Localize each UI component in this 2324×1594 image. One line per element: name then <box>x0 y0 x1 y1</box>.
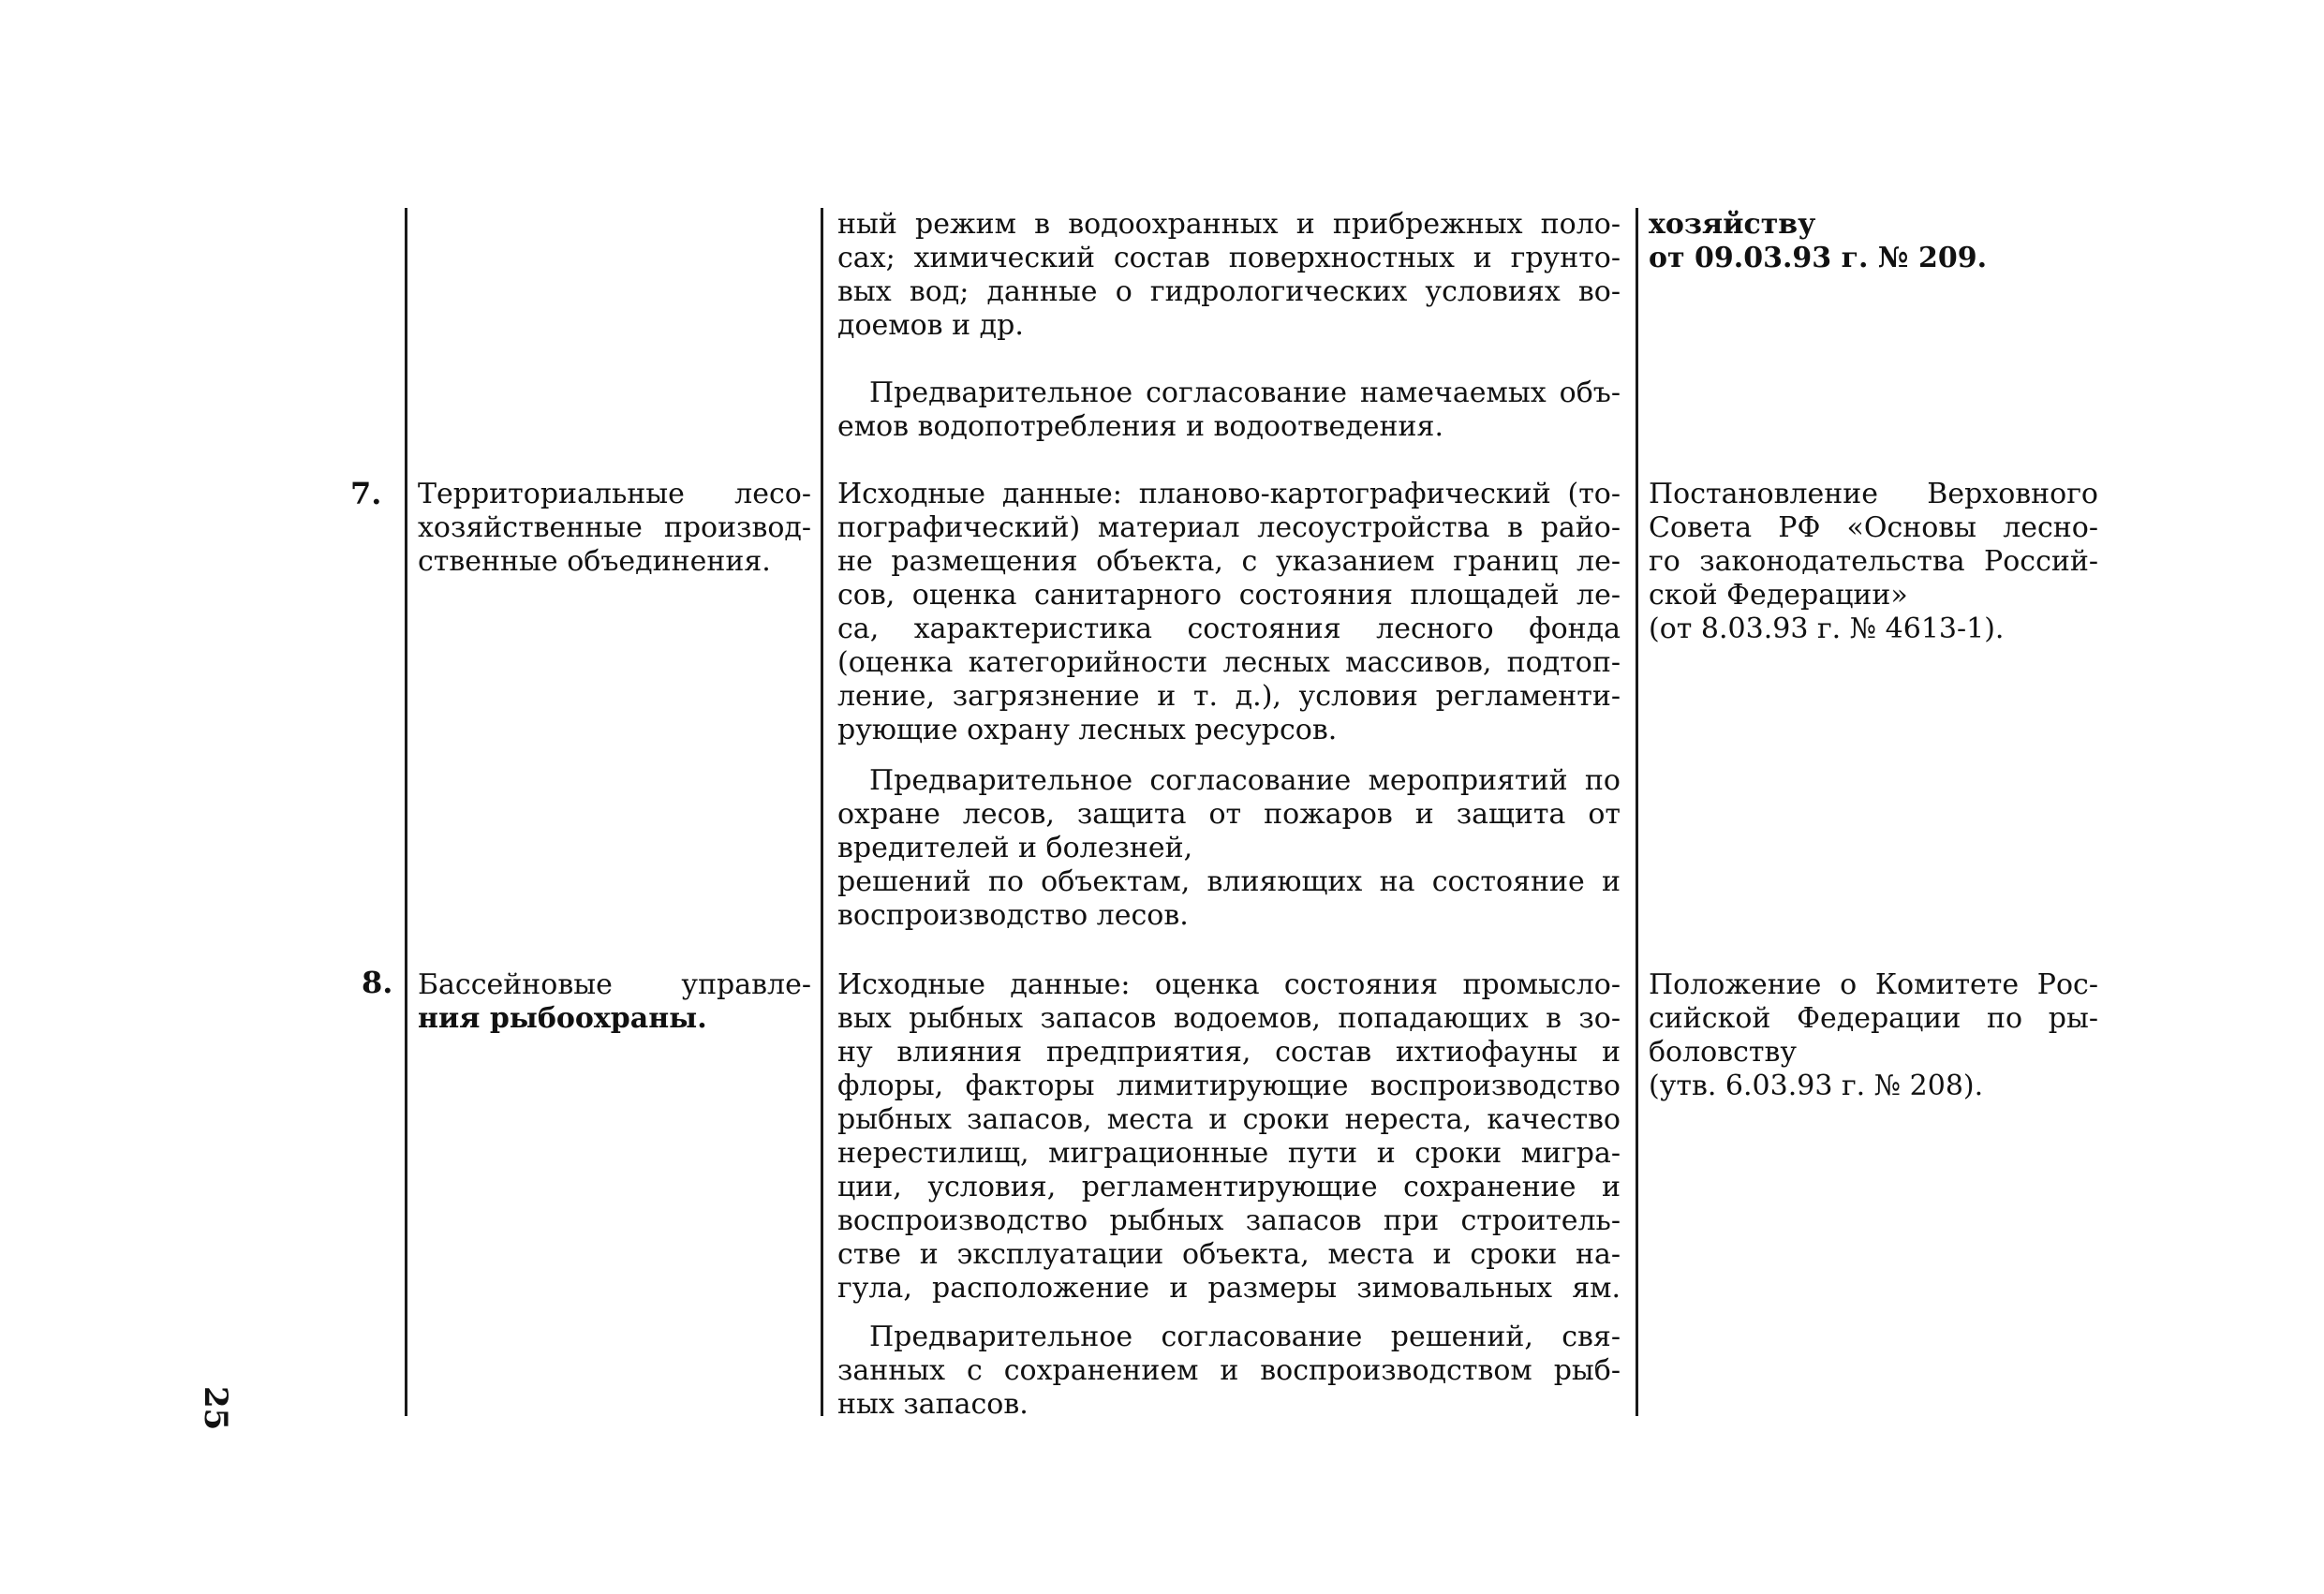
text-line: доемов и др. <box>837 309 1024 342</box>
text-line: сов, оценка санитарного состояния площадей ле- <box>837 579 1621 612</box>
row-organization <box>418 478 811 579</box>
text-line: решений по объектам, влияющих на состояние и <box>837 865 1621 898</box>
row-basis <box>1649 478 2098 646</box>
text-line: ской Федерации» <box>1649 579 1908 612</box>
text-line: са, характеристика состояния лесного фонда <box>837 613 1621 645</box>
text-line: Положение о Комитете Рос- <box>1649 968 2098 1001</box>
table-border-col3 <box>1636 208 1638 1416</box>
text-line: сах; химический состав поверхностных и грунто- <box>837 242 1621 274</box>
text-line: ный режим в водоохранных и прибрежных поло- <box>837 208 1621 241</box>
text-line: не размещения объекта, с указанием границ ле- <box>837 545 1621 578</box>
row-note <box>837 1321 1621 1422</box>
text-line: рующие охрану лесных ресурсов. <box>837 714 1338 746</box>
text-line: Территориальные лесо- <box>418 478 811 510</box>
text-line: Исходные данные: оценка состояния промысло- <box>837 968 1621 1001</box>
text-line: нерестилищ, миграционные пути и сроки мигра- <box>837 1137 1621 1170</box>
table-border-col2 <box>821 208 823 1416</box>
text-line: Исходные данные: планово-картографический (то- <box>837 478 1621 510</box>
text-line: флоры, факторы лимитирующие воспроизводство <box>837 1070 1621 1102</box>
text-line: рыбных запасов, места и сроки нереста, качество <box>837 1103 1621 1136</box>
text-line: емов водопотребления и водоотведения. <box>837 410 1443 443</box>
text-line: Постановление Верховного <box>1649 478 2098 510</box>
text-line: вых рыбных запасов водоемов, попадающих в зо- <box>837 1002 1621 1035</box>
text-line: пографический) материал лесоустройства в райо- <box>837 511 1621 544</box>
text-line: хозяйству <box>1649 208 1816 241</box>
text-line: Предварительное согласование намечаемых объ- <box>869 376 1621 409</box>
text-line: воспроизводство лесов. <box>837 899 1189 932</box>
continuation-basis <box>1649 208 2098 275</box>
text-line: стве и эксплуатации объекта, места и сроки на- <box>837 1238 1621 1271</box>
text-line: ственные объединения. <box>418 545 771 578</box>
text-line: от 09.03.93 г. № 209. <box>1649 242 1988 274</box>
row-data <box>837 968 1621 1306</box>
table-border-left <box>405 208 407 1416</box>
text-line: сийской Федерации по ры- <box>1649 1002 2098 1035</box>
text-line: Предварительное согласование решений, свя- <box>869 1321 1621 1353</box>
text-line: ния рыбоохраны. <box>418 1002 707 1035</box>
text-line: Предварительное согласование мероприятий по <box>869 764 1621 797</box>
text-line: вых вод; данные о гидрологических условиях во- <box>837 275 1621 308</box>
row-organization <box>418 968 811 1036</box>
text-line: Совета РФ «Основы лесно- <box>1649 511 2098 544</box>
text-line: охране лесов, защита от пожаров и защита от <box>837 798 1621 831</box>
row-basis <box>1649 968 2098 1103</box>
text-line: (от 8.03.93 г. № 4613-1). <box>1649 613 2005 645</box>
text-line: хозяйственные производ- <box>418 511 811 544</box>
continuation-data <box>837 208 1621 343</box>
text-line: боловству <box>1649 1036 1798 1069</box>
text-line: гула, расположение и размеры зимовальных ям. <box>837 1272 1621 1305</box>
row-note <box>837 764 1621 933</box>
text-line: го законодательства Россий- <box>1649 545 2098 578</box>
row-data <box>837 478 1621 747</box>
text-line: ции, условия, регламентирующие сохранение и <box>837 1171 1621 1203</box>
continuation-note <box>837 376 1621 444</box>
row-number: 7. <box>350 476 382 511</box>
page-number: 25 <box>197 1386 234 1431</box>
text-line: ление, загрязнение и т. д.), условия регламенти- <box>837 680 1621 713</box>
text-line: Бассейновые управле- <box>418 968 811 1001</box>
text-line: ных запасов. <box>837 1388 1029 1421</box>
text-line: занных с сохранением и воспроизводством рыб- <box>837 1354 1621 1387</box>
text-line: вредителей и болезней, <box>837 832 1193 864</box>
text-line: воспроизводство рыбных запасов при строитель- <box>837 1204 1621 1237</box>
text-line: ну влияния предприятия, состав ихтиофауны и <box>837 1036 1621 1069</box>
text-line: (оценка категорийности лесных массивов, подтоп- <box>837 646 1621 679</box>
row-number: 8. <box>362 965 393 1000</box>
text-line: (утв. 6.03.93 г. № 208). <box>1649 1070 1984 1102</box>
